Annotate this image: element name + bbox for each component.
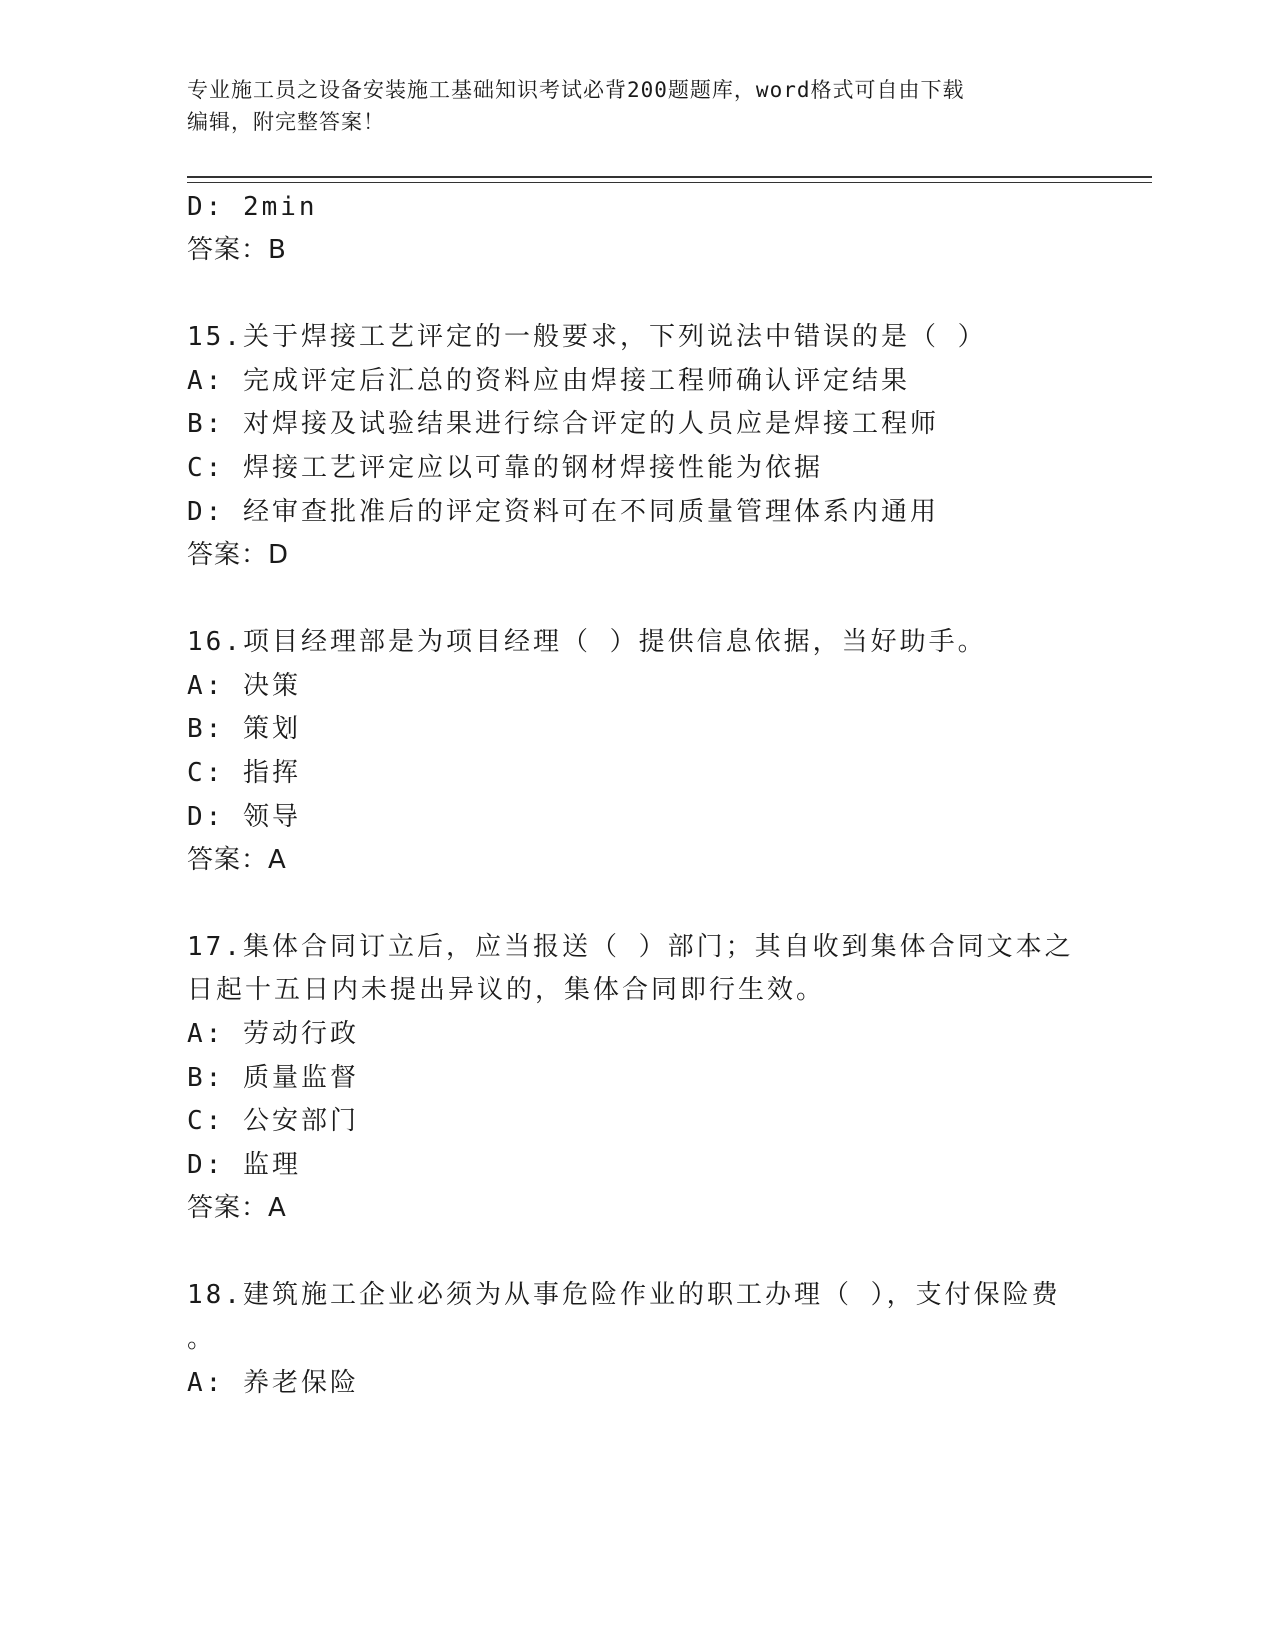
q17-answer: 答案：A	[187, 1193, 287, 1223]
q17-option-a: A: 劳动行政	[187, 1019, 359, 1049]
q16-option-a: A: 决策	[187, 671, 301, 701]
q16-option-c: C: 指挥	[187, 758, 301, 788]
q17-question-line-1: 17.集体合同订立后，应当报送（ ）部门；其自收到集体合同文本之	[187, 932, 1074, 962]
header-divider-thin	[187, 182, 1152, 183]
q17-option-b: B: 质量监督	[187, 1063, 359, 1093]
q15-option-b: B: 对焊接及试验结果进行综合评定的人员应是焊接工程师	[187, 409, 939, 439]
q16-option-d: D: 领导	[187, 802, 301, 832]
q18-option-a: A: 养老保险	[187, 1368, 359, 1398]
q18-question-line-1: 18.建筑施工企业必须为从事危险作业的职工办理（ ），支付保险费	[187, 1280, 1061, 1310]
q14-option-d: D: 2min	[187, 192, 318, 222]
q14-answer: 答案：B	[187, 235, 287, 265]
q16-question: 16.项目经理部是为项目经理（ ）提供信息依据，当好助手。	[187, 627, 987, 657]
q17-question-line-2: 日起十五日内未提出异议的，集体合同即行生效。	[187, 975, 826, 1005]
header-line-1: 专业施工员之设备安装施工基础知识考试必背200题题库，word格式可自由下载	[187, 78, 965, 102]
q16-option-b: B: 策划	[187, 714, 301, 744]
document-header	[187, 74, 1087, 138]
header-divider-thick	[187, 176, 1152, 178]
q15-question: 15.关于焊接工艺评定的一般要求，下列说法中错误的是（ ）	[187, 322, 987, 352]
q17-option-c: C: 公安部门	[187, 1106, 359, 1136]
q18-question-line-2: 。	[187, 1324, 217, 1354]
q15-answer: 答案：D	[187, 540, 290, 570]
q15-option-c: C: 焊接工艺评定应以可靠的钢材焊接性能为依据	[187, 453, 823, 483]
q15-option-a: A: 完成评定后汇总的资料应由焊接工程师确认评定结果	[187, 366, 910, 396]
q16-answer: 答案：A	[187, 845, 287, 875]
q15-option-d: D: 经审查批准后的评定资料可在不同质量管理体系内通用	[187, 497, 939, 527]
header-line-2: 编辑，附完整答案！	[187, 110, 385, 134]
q17-option-d: D: 监理	[187, 1150, 301, 1180]
